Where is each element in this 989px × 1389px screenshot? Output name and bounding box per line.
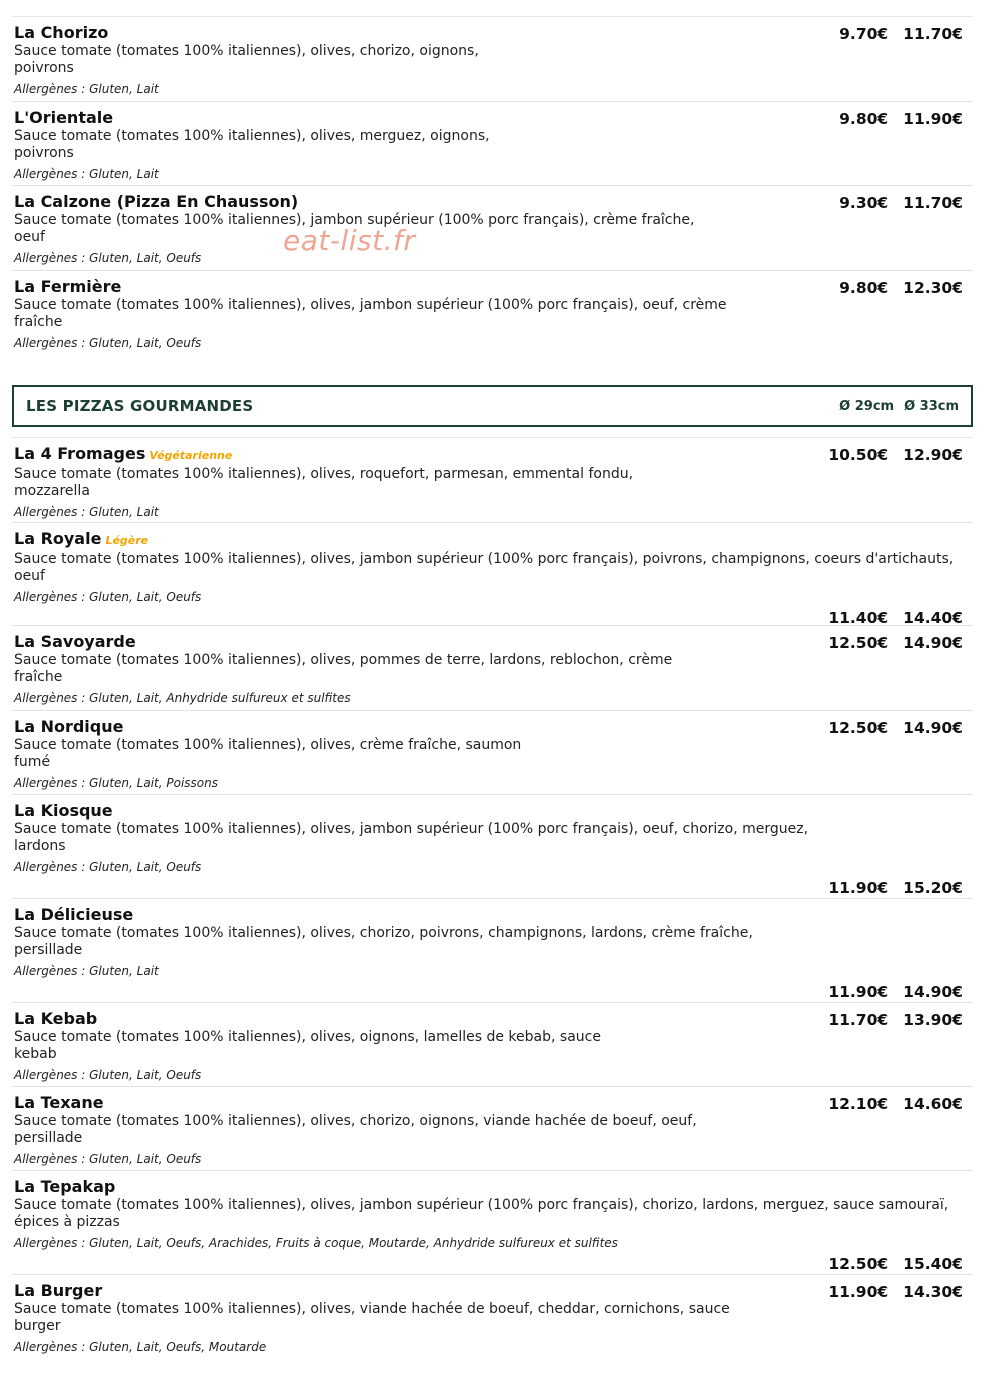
- price-33cm: 12.90€: [903, 446, 963, 464]
- price-33cm: 11.70€: [903, 194, 963, 212]
- menu-item: [12, 522, 973, 625]
- price-29cm: 11.40€: [828, 609, 889, 627]
- item-name: La Calzone (Pizza En Chausson): [14, 192, 299, 211]
- item-name: La Fermière: [14, 277, 122, 296]
- menu-item: [12, 1170, 973, 1274]
- price-29cm: 11.90€: [828, 983, 889, 1001]
- menu-item: [12, 437, 973, 522]
- price-29cm: 11.90€: [828, 1283, 889, 1301]
- price-33cm: 14.90€: [903, 719, 963, 737]
- item-name: La Kebab: [14, 1009, 98, 1028]
- price-33cm: 14.90€: [903, 634, 963, 652]
- item-allergens: Allergènes : Gluten, Lait, Oeufs: [14, 1152, 202, 1166]
- item-prices: [14, 982, 973, 1002]
- item-description: Sauce tomate (tomates 100% italiennes), olives, roquefort, parmesan, emmental fondu, mozzarella: [14, 466, 634, 499]
- price-33cm: 12.30€: [903, 279, 963, 297]
- item-description: Sauce tomate (tomates 100% italiennes), olives, viande hachée de boeuf, cheddar, cornichons, sauce burger: [14, 1301, 730, 1334]
- item-description: Sauce tomate (tomates 100% italiennes), olives, jambon supérieur (100% porc français), poivrons, champignons, coeurs d'artichauts, oeuf: [14, 551, 954, 584]
- price-29cm: 9.80€: [839, 279, 889, 297]
- item-description: Sauce tomate (tomates 100% italiennes), jambon supérieur (100% porc français), crème fraîche, oeuf: [14, 212, 695, 245]
- item-description: Sauce tomate (tomates 100% italiennes), olives, oignons, lamelles de kebab, sauce kebab: [14, 1029, 601, 1062]
- size-labels: [839, 399, 959, 414]
- item-name: La Kiosque: [14, 801, 113, 820]
- item-description: Sauce tomate (tomates 100% italiennes), olives, chorizo, oignons, viande hachée de boeuf, oeuf, persillade: [14, 1113, 697, 1146]
- item-allergens: Allergènes : Gluten, Lait: [14, 82, 159, 96]
- item-name-text: La Royale: [14, 529, 102, 548]
- item-allergens: Allergènes : Gluten, Lait: [14, 964, 159, 978]
- item-description: Sauce tomate (tomates 100% italiennes), olives, jambon supérieur (100% porc français), chorizo, lardons, merguez, sauce samouraï, épices à pizzas: [14, 1197, 949, 1230]
- gourmet-section: [12, 437, 973, 1358]
- item-allergens: Allergènes : Gluten, Lait: [14, 505, 159, 519]
- item-name: L'Orientale: [14, 108, 114, 127]
- item-prices: [839, 193, 963, 213]
- item-name: La Chorizo: [14, 23, 109, 42]
- item-name: La Nordique: [14, 717, 124, 736]
- item-name: La Savoyarde: [14, 632, 136, 651]
- item-tag: Végétarienne: [149, 449, 233, 462]
- price-29cm: 9.30€: [839, 194, 889, 212]
- item-name: La Tepakap: [14, 1177, 116, 1196]
- price-33cm: 14.60€: [903, 1095, 963, 1113]
- section-header: [12, 385, 973, 427]
- item-prices: [828, 1282, 963, 1302]
- item-prices: [14, 1254, 973, 1274]
- item-prices: [828, 633, 963, 653]
- item-allergens: Allergènes : Gluten, Lait, Oeufs, Moutarde: [14, 1340, 267, 1354]
- menu-item: [12, 794, 973, 898]
- item-tag: Légère: [105, 534, 149, 547]
- item-description: Sauce tomate (tomates 100% italiennes), olives, jambon supérieur (100% porc français), oeuf, chorizo, merguez, lardons: [14, 821, 809, 854]
- item-prices: [839, 24, 963, 44]
- price-33cm: 15.20€: [903, 879, 963, 897]
- menu-item: [12, 898, 973, 1002]
- previous-section: [12, 16, 973, 354]
- item-allergens: Allergènes : Gluten, Lait, Oeufs: [14, 336, 202, 350]
- price-29cm: 9.70€: [839, 25, 889, 43]
- item-description: Sauce tomate (tomates 100% italiennes), olives, pommes de terre, lardons, reblochon, crème fraîche: [14, 652, 673, 685]
- menu-item: [12, 185, 973, 270]
- item-name: [14, 523, 973, 551]
- item-name: La Burger: [14, 1281, 103, 1300]
- menu-item: [12, 101, 973, 185]
- price-33cm: 11.90€: [903, 110, 963, 128]
- price-29cm: 12.10€: [828, 1095, 889, 1113]
- watermark-text: eat-list.fr: [283, 224, 416, 257]
- item-allergens: Allergènes : Gluten, Lait, Oeufs: [14, 860, 202, 874]
- item-prices: [828, 1010, 963, 1030]
- price-33cm: 11.70€: [903, 25, 963, 43]
- price-29cm: 10.50€: [828, 446, 889, 464]
- item-name: La Texane: [14, 1093, 104, 1112]
- price-29cm: 12.50€: [828, 719, 889, 737]
- item-description: Sauce tomate (tomates 100% italiennes), olives, chorizo, poivrons, champignons, lardons, crème fraîche, persillade: [14, 925, 753, 958]
- menu-item: [12, 1086, 973, 1170]
- menu-item: [12, 710, 973, 794]
- item-description: Sauce tomate (tomates 100% italiennes), olives, crème fraîche, saumon fumé: [14, 737, 522, 770]
- item-allergens: Allergènes : Gluten, Lait, Poissons: [14, 776, 218, 790]
- price-33cm: 14.30€: [903, 1283, 963, 1301]
- price-29cm: 11.90€: [828, 879, 889, 897]
- item-allergens: Allergènes : Gluten, Lait, Oeufs: [14, 1068, 202, 1082]
- item-prices: [828, 718, 963, 738]
- item-allergens: Allergènes : Gluten, Lait, Oeufs: [14, 251, 202, 265]
- item-description: Sauce tomate (tomates 100% italiennes), olives, merguez, oignons, poivrons: [14, 128, 490, 161]
- item-allergens: Allergènes : Gluten, Lait: [14, 167, 159, 181]
- menu-item: [12, 625, 973, 710]
- item-allergens: Allergènes : Gluten, Lait, Anhydride sulfureux et sulfites: [14, 691, 351, 705]
- size-small-label: Ø 29cm: [839, 398, 895, 414]
- price-29cm: 11.70€: [828, 1011, 889, 1029]
- item-prices: [839, 278, 963, 298]
- price-33cm: 14.90€: [903, 983, 963, 1001]
- price-29cm: 12.50€: [828, 634, 889, 652]
- menu-item: [12, 270, 973, 354]
- item-prices: [828, 445, 963, 465]
- item-prices: [828, 1094, 963, 1114]
- price-33cm: 14.40€: [903, 609, 963, 627]
- item-description: Sauce tomate (tomates 100% italiennes), olives, jambon supérieur (100% porc français), oeuf, crème fraîche: [14, 297, 727, 330]
- price-29cm: 12.50€: [828, 1255, 889, 1273]
- item-name: La Délicieuse: [14, 905, 134, 924]
- price-29cm: 9.80€: [839, 110, 889, 128]
- menu-item: [12, 16, 973, 101]
- item-allergens: Allergènes : Gluten, Lait, Oeufs, Arachides, Fruits à coque, Moutarde, Anhydride sulfureux et sulfites: [14, 1236, 618, 1250]
- price-33cm: 13.90€: [903, 1011, 963, 1029]
- size-large-label: Ø 33cm: [904, 398, 959, 414]
- menu-item: [12, 1274, 973, 1358]
- item-prices: [14, 878, 973, 898]
- section-title: LES PIZZAS GOURMANDES: [26, 397, 254, 415]
- item-description: Sauce tomate (tomates 100% italiennes), olives, chorizo, oignons, poivrons: [14, 43, 479, 76]
- menu-item: [12, 1002, 973, 1086]
- item-name-text: La 4 Fromages: [14, 444, 146, 463]
- item-allergens: Allergènes : Gluten, Lait, Oeufs: [14, 590, 202, 604]
- item-prices: [839, 109, 963, 129]
- price-33cm: 15.40€: [903, 1255, 963, 1273]
